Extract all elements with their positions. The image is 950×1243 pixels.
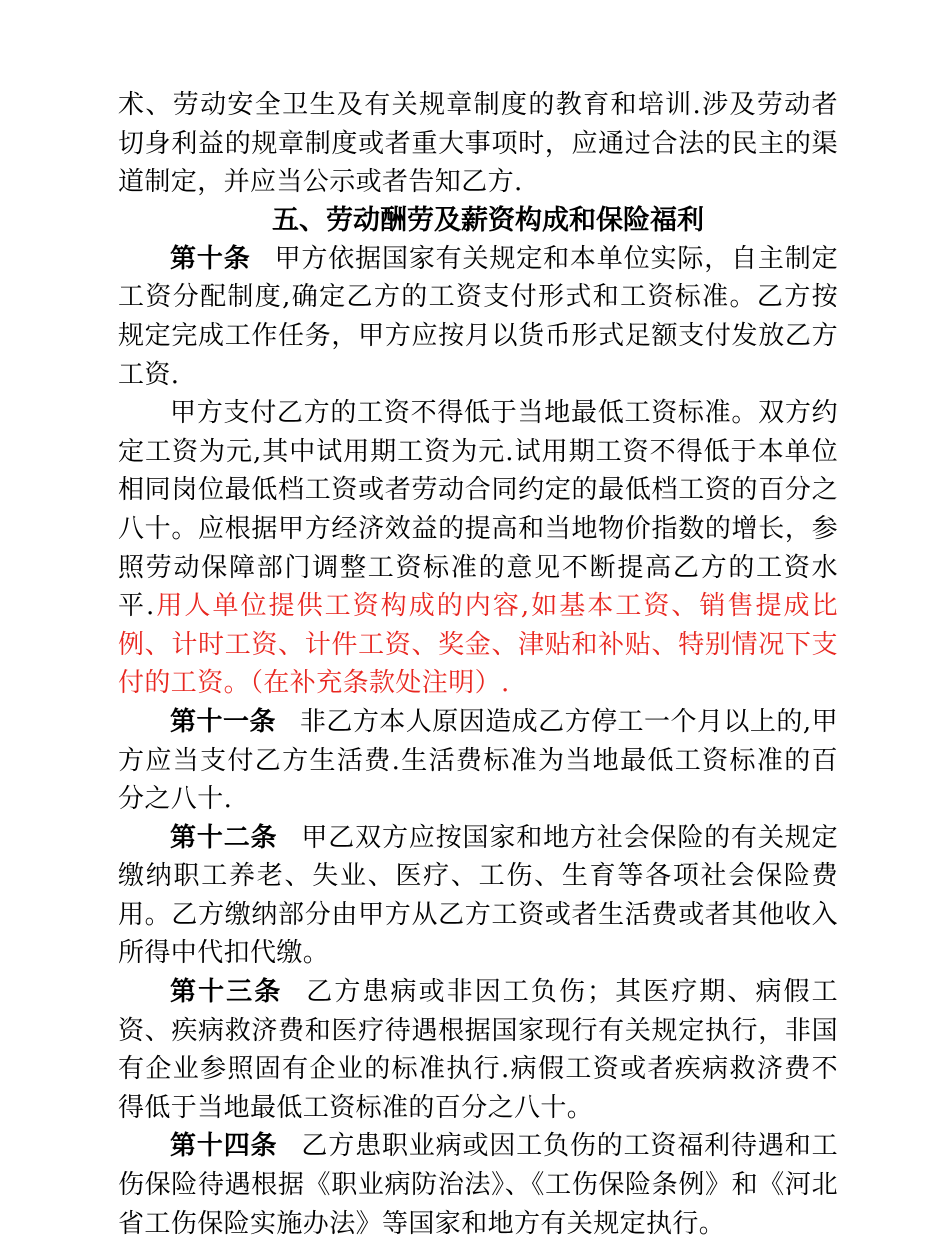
article-11	[118, 703, 838, 819]
article-13	[118, 973, 838, 1127]
article-12-text: 甲乙双方应按国家和地方社会保险的有关规定缴纳职工养老、失业、医疗、工伤、生育等各项社会保险费用。乙方缴纳部分由甲方从乙方工资或者生活费或者其他收入所得中代扣代缴。	[118, 822, 838, 969]
article-10-label: 第十条	[170, 243, 251, 274]
article-14-label: 第十四条	[170, 1131, 278, 1162]
article-10-text: 甲方依据国家有关规定和本单位实际，自主制定工资分配制度,确定乙方的工资支付形式和工资标准。乙方按规定完成工作任务，甲方应按月以货币形式足额支付发放乙方工资.	[118, 243, 838, 390]
article-10-p2-red-text: 用人单位提供工资构成的内容,如基本工资、销售提成比例、计时工资、计件工资、奖金、津贴和补贴、特别情况下支付的工资。（在补充条款处注明）.	[118, 591, 838, 699]
article-14	[118, 1127, 838, 1243]
article-12-label: 第十二条	[170, 822, 278, 853]
intro-paragraph	[118, 86, 838, 202]
article-12	[118, 819, 838, 973]
article-14-text: 乙方患职业病或因工负伤的工资福利待遇和工伤保险待遇根据《职业病防治法》、《工伤保险条例》和《河北省工伤保险实施办法》等国家和地方有关规定执行。	[118, 1131, 838, 1239]
article-10-p2-text: 甲方支付乙方的工资不得低于当地最低工资标准。双方约定工资为元,其中试用期工资为元.试用期工资不得低于本单位相同岗位最低档工资或者劳动合同约定的最低档工资的百分之八十。应根据甲方经济效益的提高和当地物价指数的增长，参照劳动保障部门调整工资标准的意见不断提高乙方的工资水平.	[118, 398, 838, 622]
section-heading: 五、劳动酬劳及薪资构成和保险福利	[272, 204, 704, 236]
article-10-paragraph-2	[118, 394, 838, 703]
article-13-label: 第十三条	[170, 977, 283, 1008]
intro-text: 术、劳动安全卫生及有关规章制度的教育和培训.涉及劳动者切身利益的规章制度或者重大事项时，应通过合法的民主的渠道制定，并应当公示或者告知乙方.	[118, 90, 838, 198]
article-11-label: 第十一条	[170, 706, 276, 737]
article-11-text: 非乙方本人原因造成乙方停工一个月以上的,甲方应当支付乙方生活费.生活费标准为当地最低工资标准的百分之八十.	[118, 706, 838, 815]
article-10	[118, 240, 838, 394]
document-page	[118, 86, 838, 1243]
article-13-text: 乙方患病或非因工负伤；其医疗期、病假工资、疾病救济费和医疗待遇根据国家现行有关规定执行，非国有企业参照固有企业的标准执行.病假工资或者疾病救济费不得低于当地最低工资标准的百分之八十。	[118, 977, 838, 1123]
